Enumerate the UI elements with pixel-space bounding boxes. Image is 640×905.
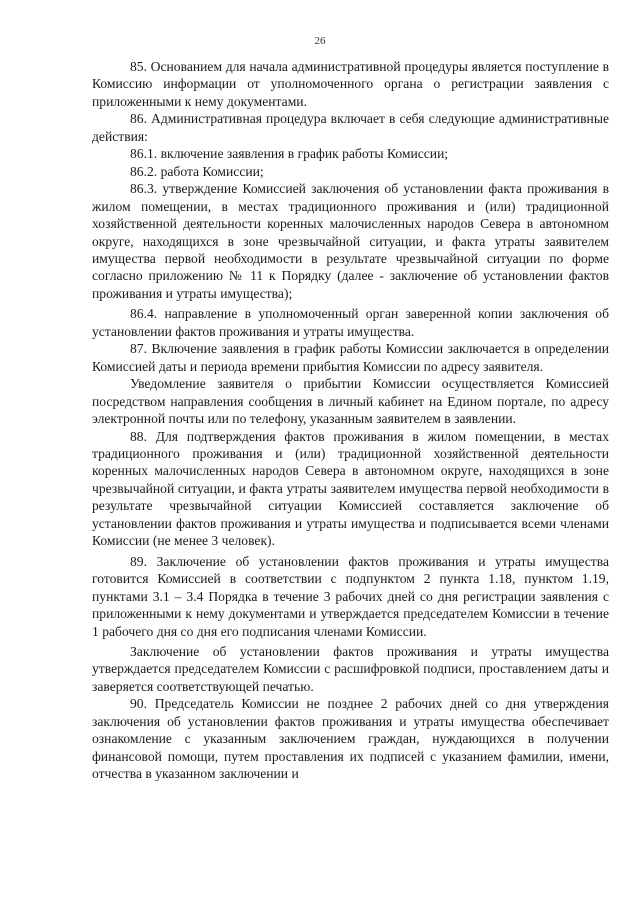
paragraph-86-2: 86.2. работа Комиссии; [130,163,264,179]
page-number: 26 [314,35,326,47]
paragraph-conclusion-approval: Заключение об установлении фактов проживания и утраты имущества утверждается председателем Комиссии с расшифровкой подписи, проставлением даты и заверяется соответствующей печатью. [92,643,609,694]
paragraph-notification: Уведомление заявителя о прибытии Комиссии осуществляется Комиссией посредством направления сообщения в личный кабинет на Едином портале, по адресу электронной почты или по телефону, указанным заявителем в заявлении. [92,376,609,427]
paragraph-86: 86. Административная процедура включает в себя следующие административные действия: [92,111,609,144]
document-body [92,58,609,783]
paragraph-90: 90. Председатель Комиссии не позднее 2 рабочих дней со дня утверждения заключения об установлении фактов проживания и утраты имущества обеспечивает ознакомление с указанным заключением граждан, нуждающихся в получении финансовой помощи, путем проставления их подписей с указанием фамилии, имени, отчества в указанном заключении и [92,696,609,782]
paragraph-86-3: 86.3. утверждение Комиссией заключения об установлении факта проживания в жилом помещении, в местах традиционного проживания и (или) традиционной хозяйственной деятельности коренных малочисленных народов Севера в автономном округе, находящихся в зоне чрезвычайной ситуации, и факта утраты заявителем имущества первой необходимости в результате чрезвычайной ситуации по форме согласно приложению № 11 к Порядку (далее - заключение об установлении фактов проживания и утраты имущества); [92,181,609,301]
paragraph-86-1: 86.1. включение заявления в график работы Комиссии; [130,146,449,162]
paragraph-85: 85. Основанием для начала административной процедуры является поступление в Комиссию информации от уполномоченного органа о регистрации заявления с приложенными к нему документами. [92,59,609,109]
paragraph-89: 89. Заключение об установлении фактов проживания и утраты имущества готовится Комиссией в соответствии с подпунктом 2 пункта 1.18, пунктом 1.19, пунктами 3.1 – 3.4 Порядка в течение 3 рабочих дней со дня регистрации заявления с приложенными к нему документами и утверждается председателем Комиссии в течение 1 рабочего дня со дня его подписания членами Комиссии. [92,553,609,639]
paragraph-88: 88. Для подтверждения фактов проживания в жилом помещении, в местах традиционного проживания и (или) традиционной хозяйственной деятельности коренных малочисленных народов Севера в автономном округе, находящихся в зоне чрезвычайной ситуации, и факта утраты заявителем имущества первой необходимости в результате чрезвычайной ситуации Комиссией составляется заключение об установлении фактов проживания и утраты имущества и подписывается всеми членами Комиссии (не менее 3 человек). [92,428,609,549]
paragraph-86-4: 86.4. направление в уполномоченный орган заверенной копии заключения об установлении фактов проживания и утраты имущества. [92,306,609,339]
paragraph-87: 87. Включение заявления в график работы Комиссии заключается в определении Комиссией даты и периода времени прибытия Комиссии по адресу заявителя. [92,341,609,374]
